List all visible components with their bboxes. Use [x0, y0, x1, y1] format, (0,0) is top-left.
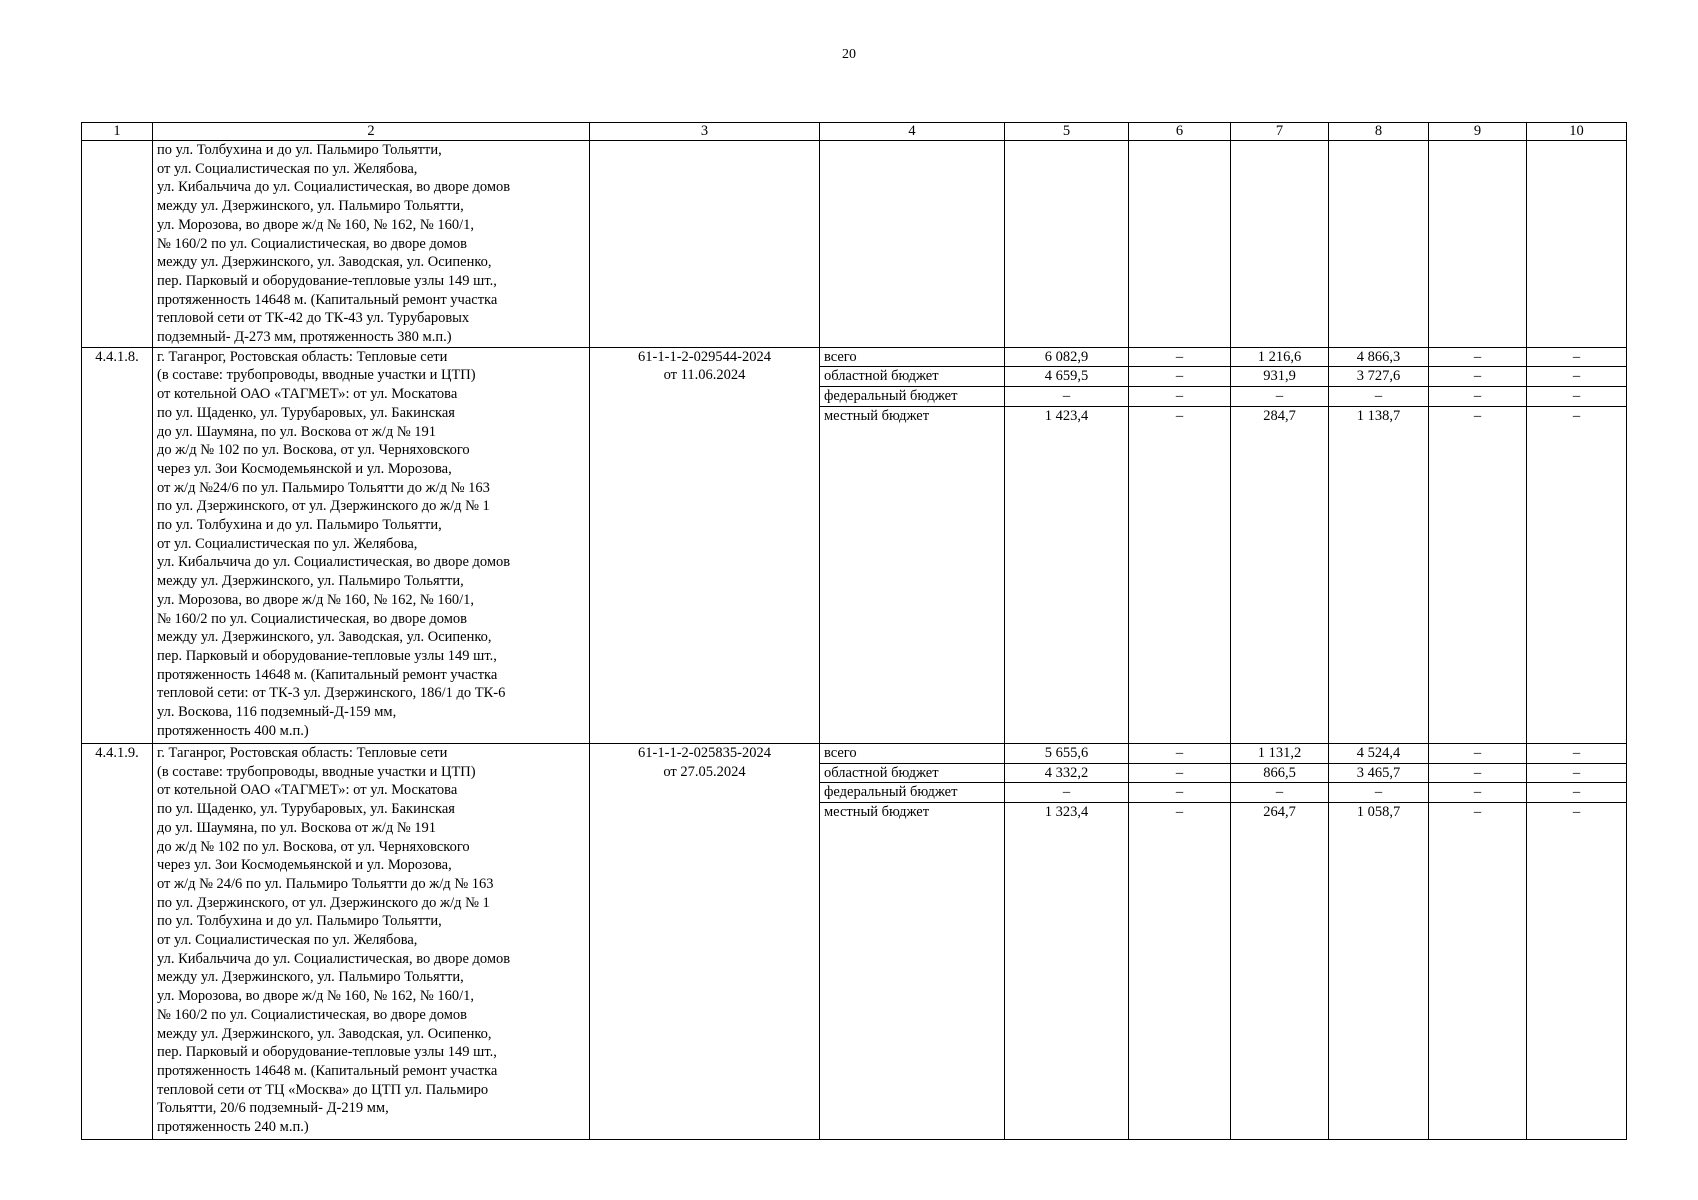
column-number-header: 2: [153, 123, 590, 141]
value-col5: 5 655,6: [1005, 744, 1129, 764]
funding-source-label: федеральный бюджет: [820, 783, 1005, 803]
value-filler: [1231, 426, 1329, 744]
value-col8: –: [1329, 783, 1429, 803]
value-col5: 4 332,2: [1005, 763, 1129, 783]
value-col8: 3 465,7: [1329, 763, 1429, 783]
value-col5: 1 323,4: [1005, 803, 1129, 822]
page-number: 20: [842, 47, 856, 62]
value-col7: 1 216,6: [1231, 347, 1329, 367]
value-col10: –: [1527, 763, 1627, 783]
value-col8: –: [1329, 387, 1429, 407]
column-number-header-row: [82, 123, 1627, 141]
value-col6: –: [1129, 406, 1231, 425]
funding-source-label: федеральный бюджет: [820, 387, 1005, 407]
column-number-header: 7: [1231, 123, 1329, 141]
value-col7: –: [1231, 783, 1329, 803]
object-description-cell: г. Таганрог, Ростовская область: Тепловые сети (в составе: трубопроводы, вводные участки и ЦТП) от котельной ОАО «ТАГМЕТ»: от ул. Москатова по ул. Щаденко, ул. Турубаровых, ул. Бакинская до ул. Шаумяна, по ул. Воскова от ж/д № 191 до ж/д № 102 по ул. Воскова, от ул. Черняховского через ул. Зои Космодемьянской и ул. Морозова, от ж/д № 24/6 по ул. Пальмиро Тольятти до ж/д № 163 по ул. Дзержинского, от ул. Дзержинского до ж/д № 1 по ул. Толбухина и до ул. Пальмиро Тольятти, от ул. Социалистическая по ул. Желябова, ул. Кибальчича до ул. Социалистическая, во дворе домов между ул. Дзержинского, ул. Пальмиро Тольятти, ул. Морозова, во дворе ж/д № 160, № 162, № 160/1, № 160/2 по ул. Социалистическая, во дворе домов между ул. Дзержинского, ул. Заводская, ул. Осипенко, пер. Парковый и оборудование-тепловые узлы 149 шт., протяженность 14648 м. (Капитальный ремонт участка тепловой сети от ТЦ «Москва» до ЦТП ул. Пальмиро Тольятти, 20/6 подземный- Д-219 мм, протяженность 240 м.п.): [153, 744, 590, 1140]
column-number-header: 10: [1527, 123, 1627, 141]
continuation-row: [82, 141, 1627, 348]
value-col10: –: [1527, 406, 1627, 425]
value-filler: [1429, 822, 1527, 1140]
value-col6: –: [1129, 387, 1231, 407]
value-col8: 1 058,7: [1329, 803, 1429, 822]
value-col8: 1 138,7: [1329, 406, 1429, 425]
value-col9: –: [1429, 783, 1527, 803]
column-number-header: 8: [1329, 123, 1429, 141]
funding-source-filler: [820, 822, 1005, 1140]
value-col5: 1 423,4: [1005, 406, 1129, 425]
entry-number-cell: [82, 141, 153, 348]
funding-source-label: всего: [820, 347, 1005, 367]
value-col8: 3 727,6: [1329, 367, 1429, 387]
value-col7: 264,7: [1231, 803, 1329, 822]
object-description-cell: г. Таганрог, Ростовская область: Тепловые сети (в составе: трубопроводы, вводные участки и ЦТП) от котельной ОАО «ТАГМЕТ»: от ул. Москатова по ул. Щаденко, ул. Турубаровых, ул. Бакинская до ул. Шаумяна, по ул. Воскова от ж/д № 191 до ж/д № 102 по ул. Воскова, от ул. Черняховского через ул. Зои Космодемьянской и ул. Морозова, от ж/д №24/6 по ул. Пальмиро Тольятти до ж/д № 163 по ул. Дзержинского, от ул. Дзержинского до ж/д № 1 по ул. Толбухина и до ул. Пальмиро Тольятти, от ул. Социалистическая по ул. Желябова, ул. Кибальчича до ул. Социалистическая, во дворе домов между ул. Дзержинского, ул. Пальмиро Тольятти, ул. Морозова, во дворе ж/д № 160, № 162, № 160/1, № 160/2 по ул. Социалистическая, во дворе домов между ул. Дзержинского, ул. Заводская, ул. Осипенко, пер. Парковый и оборудование-тепловые узлы 149 шт., протяженность 14648 м. (Капитальный ремонт участка тепловой сети: от ТК-3 ул. Дзержинского, 186/1 до ТК-6 ул. Воскова, 116 подземный-Д-159 мм, протяженность 400 м.п.): [153, 347, 590, 743]
value-col9: –: [1429, 744, 1527, 764]
column-number-header: 6: [1129, 123, 1231, 141]
value-filler: [1005, 822, 1129, 1140]
value-filler: [1129, 426, 1231, 744]
value-col5: –: [1005, 387, 1129, 407]
value-col8: 4 866,3: [1329, 347, 1429, 367]
value-col10: –: [1527, 783, 1627, 803]
registry-number-cell: 61-1-1-2-025835-2024 от 27.05.2024: [590, 744, 820, 1140]
value-cell: [1005, 141, 1129, 348]
value-col9: –: [1429, 763, 1527, 783]
value-col10: –: [1527, 347, 1627, 367]
value-col7: 1 131,2: [1231, 744, 1329, 764]
value-col9: –: [1429, 367, 1527, 387]
value-col5: 4 659,5: [1005, 367, 1129, 387]
value-col10: –: [1527, 387, 1627, 407]
entry-row-total: [82, 347, 1627, 367]
value-col6: –: [1129, 803, 1231, 822]
value-cell: [1329, 141, 1429, 348]
value-filler: [1329, 426, 1429, 744]
funding-source-label: всего: [820, 744, 1005, 764]
value-col6: –: [1129, 763, 1231, 783]
column-number-header: 1: [82, 123, 153, 141]
value-filler: [1329, 822, 1429, 1140]
value-col10: –: [1527, 367, 1627, 387]
value-col8: 4 524,4: [1329, 744, 1429, 764]
funding-source-label: областной бюджет: [820, 763, 1005, 783]
value-filler: [1429, 426, 1527, 744]
funding-source-label: местный бюджет: [820, 803, 1005, 822]
column-number-header: 9: [1429, 123, 1527, 141]
value-filler: [1129, 822, 1231, 1140]
value-col7: 866,5: [1231, 763, 1329, 783]
value-filler: [1231, 822, 1329, 1140]
registry-number-cell: 61-1-1-2-029544-2024 от 11.06.2024: [590, 347, 820, 743]
value-col7: –: [1231, 387, 1329, 407]
registry-cell: [590, 141, 820, 348]
funding-source-label: областной бюджет: [820, 367, 1005, 387]
value-col9: –: [1429, 803, 1527, 822]
value-cell: [1429, 141, 1527, 348]
value-filler: [1527, 426, 1627, 744]
entry-row-total: [82, 744, 1627, 764]
value-cell: [1231, 141, 1329, 348]
value-col10: –: [1527, 803, 1627, 822]
funding-table: [81, 122, 1627, 1140]
value-filler: [1527, 822, 1627, 1140]
value-cell: [1527, 141, 1627, 348]
column-number-header: 4: [820, 123, 1005, 141]
value-filler: [1005, 426, 1129, 744]
value-col10: –: [1527, 744, 1627, 764]
funding-source-filler: [820, 426, 1005, 744]
value-col7: 284,7: [1231, 406, 1329, 425]
funding-source-cell: [820, 141, 1005, 348]
column-number-header: 5: [1005, 123, 1129, 141]
object-description-cell: по ул. Толбухина и до ул. Пальмиро Тольятти, от ул. Социалистическая по ул. Желябова, ул. Кибальчича до ул. Социалистическая, во дворе домов между ул. Дзержинского, ул. Пальмиро Тольятти, ул. Морозова, во дворе ж/д № 160, № 162, № 160/1, № 160/2 по ул. Социалистическая, во дворе домов между ул. Дзержинского, ул. Заводская, ул. Осипенко, пер. Парковый и оборудование-тепловые узлы 149 шт., протяженность 14648 м. (Капитальный ремонт участка тепловой сети от ТК-42 до ТК-43 ул. Турубаровых подземный- Д-273 мм, протяженность 380 м.п.): [153, 141, 590, 348]
value-col9: –: [1429, 347, 1527, 367]
value-col9: –: [1429, 387, 1527, 407]
entry-number-cell: 4.4.1.9.: [82, 744, 153, 1140]
value-col5: 6 082,9: [1005, 347, 1129, 367]
value-col5: –: [1005, 783, 1129, 803]
value-col9: –: [1429, 406, 1527, 425]
column-number-header: 3: [590, 123, 820, 141]
entry-number-cell: 4.4.1.8.: [82, 347, 153, 743]
value-col6: –: [1129, 744, 1231, 764]
value-col7: 931,9: [1231, 367, 1329, 387]
value-col6: –: [1129, 347, 1231, 367]
value-col6: –: [1129, 367, 1231, 387]
value-col6: –: [1129, 783, 1231, 803]
funding-source-label: местный бюджет: [820, 406, 1005, 425]
value-cell: [1129, 141, 1231, 348]
